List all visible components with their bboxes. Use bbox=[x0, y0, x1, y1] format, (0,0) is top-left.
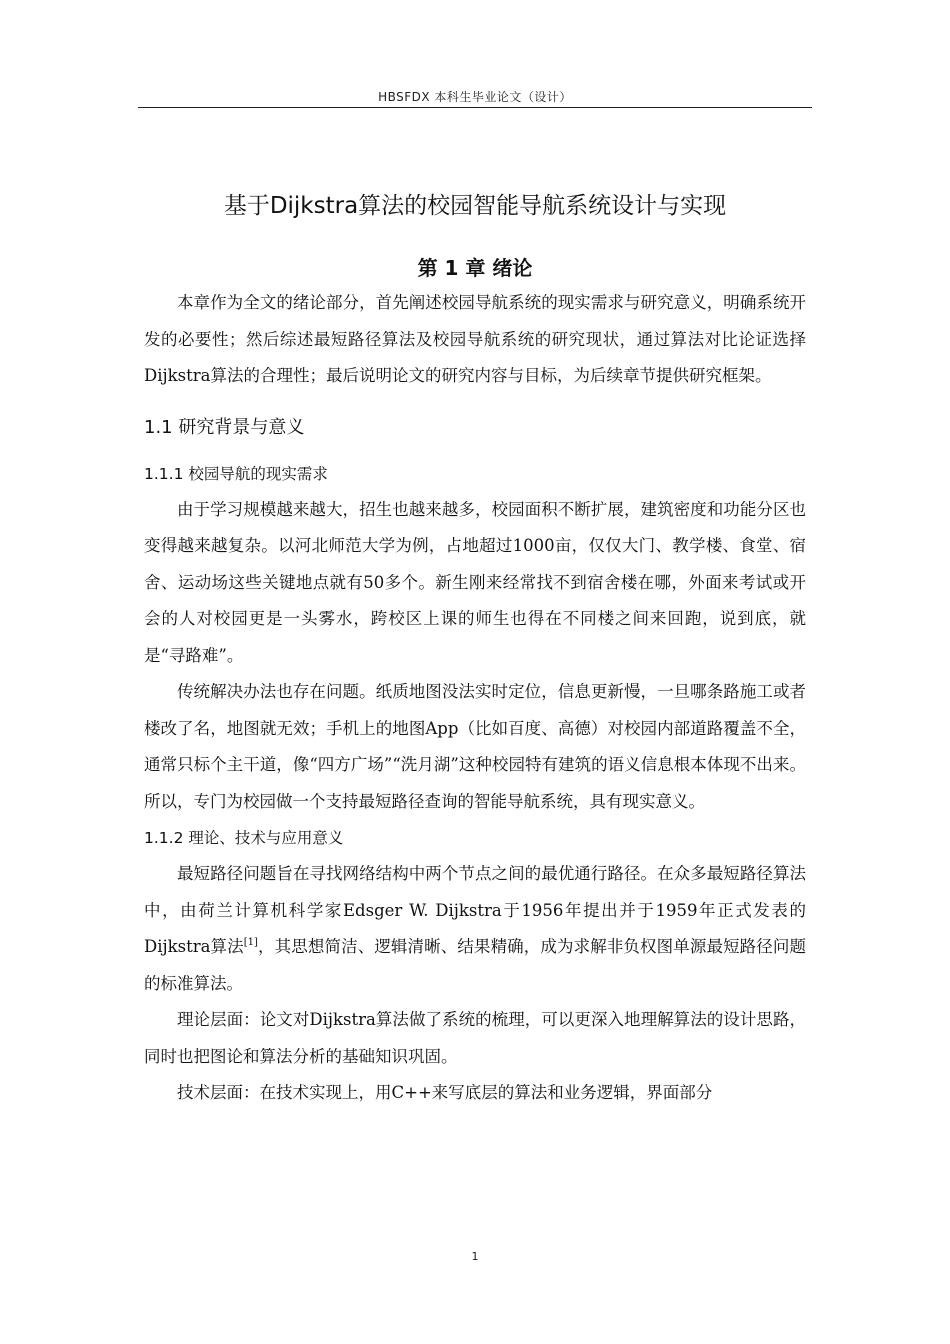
thesis-title: 基于Dijkstra算法的校园智能导航系统设计与实现 bbox=[223, 193, 727, 219]
body-paragraph: 传统解决办法也存在问题。纸质地图没法实时定位，信息更新慢，一旦哪条路施工或者楼改了名，地图就无效；手机上的地图App（比如百度、高德）对校园内部道路覆盖不全，通常只标个主干道，像“四方广场”“洗月湖”这种校园特有建筑的语义信息根本体现不出来。所以，专门为校园做一个支持最短路径查询的智能导航系统，具有现实意义。 bbox=[144, 682, 806, 811]
citation-marker: [1] bbox=[243, 937, 258, 948]
paragraph-text: 最短路径问题旨在寻找网络结构中两个节点之间的最优通行路径。在众多最短路径算法中，由荷兰计算机科学家Edsger W. Dijkstra于1956年提出并于1959年正式发表的Dijkstra算法 bbox=[144, 864, 806, 956]
page-number: 1 bbox=[471, 1250, 479, 1263]
body-paragraph: 由于学习规模越来越大，招生也越来越多，校园面积不断扩展，建筑密度和功能分区也变得越来越复杂。以河北师范大学为例，占地超过1000亩，仅仅大门、教学楼、食堂、宿舍、运动场这些关键地点就有50多个。新生刚来经常找不到宿舍楼在哪，外面来考试或开会的人对校园更是一头雾水，跨校区上课的师生也得在不同楼之间来回跑，说到底，就是“寻路难”。 bbox=[144, 499, 806, 665]
section-heading-1-1-1: 1.1.1 校园导航的现实需求 bbox=[144, 464, 328, 483]
paragraph-text: ，其思想简洁、逻辑清晰、结果精确，成为求解非负权图单源最短路径问题的标准算法。 bbox=[144, 937, 807, 993]
running-header: HBSFDX 本科生毕业论文（设计） bbox=[378, 90, 572, 104]
body-paragraph-with-citation bbox=[144, 856, 806, 1002]
chapter-heading: 第 1 章 绪论 bbox=[417, 256, 533, 280]
section-heading-1-1: 1.1 研究背景与意义 bbox=[144, 416, 305, 438]
body-paragraph: 理论层面：论文对Dijkstra算法做了系统的梳理，可以更深入地理解算法的设计思路，同时也把图论和算法分析的基础知识巩固。 bbox=[144, 1010, 806, 1066]
body-paragraph: 技术层面：在技术实现上，用C++来写底层的算法和业务逻辑，界面部分 bbox=[177, 1083, 713, 1102]
page-body bbox=[144, 186, 806, 1112]
chapter-intro-paragraph: 本章作为全文的绪论部分，首先阐述校园导航系统的现实需求与研究意义，明确系统开发的必要性；然后综述最短路径算法及校园导航系统的研究现状，通过算法对比论证选择Dijkstra算法的合理性；最后说明论文的研究内容与目标，为后续章节提供研究框架。 bbox=[144, 293, 806, 385]
section-heading-1-1-2: 1.1.2 理论、技术与应用意义 bbox=[144, 829, 344, 847]
header-rule bbox=[138, 107, 812, 108]
